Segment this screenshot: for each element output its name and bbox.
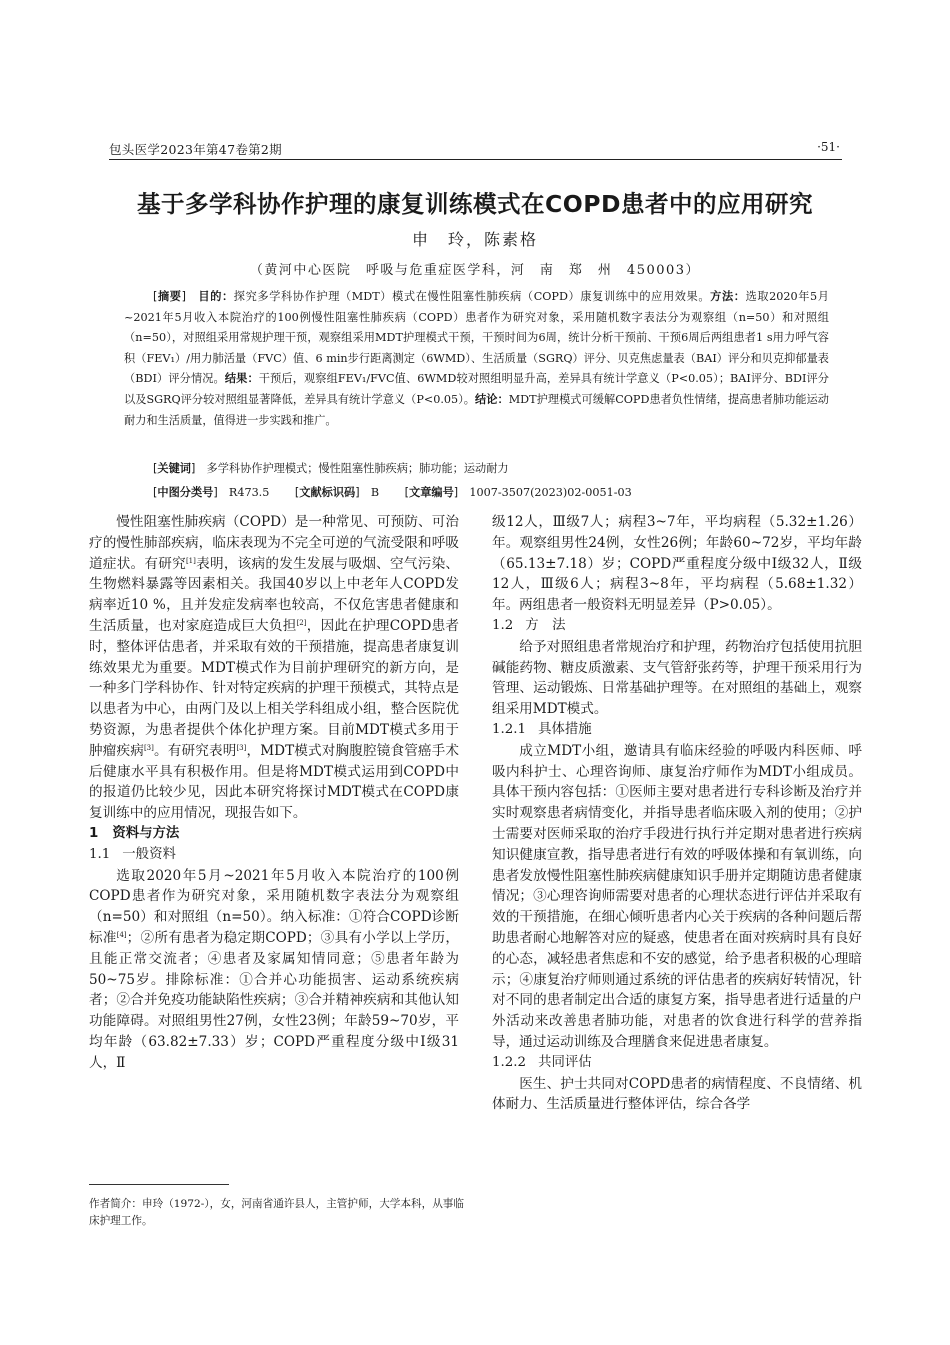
section-1-2-2-heading: 1.2.2 共同评估	[492, 1054, 592, 1070]
ref-3b: [3]	[236, 743, 247, 752]
keywords-tag: [关键词]	[153, 462, 196, 475]
clc-value: R473.5	[228, 486, 270, 499]
left-column	[89, 512, 459, 1074]
page-number: ·51·	[817, 140, 840, 154]
author-footnote: 作者简介：申玲（1972-），女，河南省通许县人，主管护师，大学本科，从事临床护理工作。	[89, 1198, 464, 1227]
section-1-1-heading: 1.1 一般资料	[89, 846, 176, 862]
conclusion-text: MDT护理模式可缓解COPD患者负性情绪，提高患者肺功能运动耐力和生活质量，值得进一步实践和推广。	[124, 392, 829, 427]
section-1-2-1-heading: 1.2.1 具体措施	[492, 721, 592, 737]
objective-text: 探究多学科协作护理（MDT）模式在慢性阻塞性肺疾病（COPD）康复训练中的应用效果。	[233, 290, 711, 303]
method-label: 方法：	[710, 290, 746, 303]
general-data-paragraph: 选取2020年5月~2021年5月收入本院治疗的100例COPD患者作为研究对象，采用随机数字表法分为观察组（n=50）和对照组（n=50）。纳入标准：①符合COPD诊断标准[4]；②所有患者为稳定期COPD；③具有小学以上学历，且能正常交流者；④患者及家属知情同意；⑤患者年龄为50~75岁。排除标准：①合并心功能损害、运动系统疾病者；②合并免疫功能缺陷性疾病；③合并精神疾病和其他认知功能障碍。对照组男性27例，女性23例；年龄59~70岁，平均年龄（63.82±7.33）岁；COPD严重程度分级中Ⅰ级31人，Ⅱ	[89, 867, 459, 1071]
general-data-continued: 级12人，Ⅲ级7人；病程3~7年，平均病程（5.32±1.26）年。观察组男性24例，女性26例；年龄60~72岁，平均年龄（65.13±7.18）岁；COPD严重程度分级中Ⅰ级32人，Ⅱ级12人，Ⅲ级6人；病程3~8年，平均病程（5.68±1.32）年。两组患者一般资料无明显差异（P>0.05）。	[492, 514, 862, 614]
ref-2: [2]	[296, 618, 307, 627]
ref-1: [1]	[185, 556, 196, 565]
ref-3: [3]	[143, 743, 154, 752]
journal-header: 包头医学2023年第47卷第2期	[109, 142, 282, 157]
abstract	[124, 287, 829, 431]
doc-code-value: B	[370, 486, 380, 499]
right-column	[492, 512, 862, 1115]
article-title: 基于多学科协作护理的康复训练模式在COPD患者中的应用研究	[137, 190, 813, 218]
doc-code-tag: [文献标识码]	[294, 486, 360, 499]
method-text: 选取2020年5月~2021年5月收入本院治疗的100例慢性阻塞性肺疾病（COPD）患者作为研究对象，采用随机数字表法分为观察组（n=50）和对照组（n=50），对照组采用常规护理干预，观察组采用MDT护理模式干预，干预时间为6周，统计分析干预前、干预6周后两组患者1 s用力呼气容积（FEV₁）/用力肺活量（FVC）值、6 min步行距离测定（6WMD）、生活质量（SGRQ）评分、贝克焦虑量表（BAI）评分和贝克抑郁量表（BDI）评分情况。	[124, 290, 829, 386]
result-text: 干预后，观察组FEV₁/FVC值、6WMD较对照组明显升高，差异具有统计学意义（P<0.05）；BAI评分、BDI评分以及SGRQ评分较对照组显著降低，差异具有统计学意义（P<0.05）。	[124, 372, 829, 406]
conclusion-label: 结论：	[475, 392, 509, 406]
article-no-value: 1007-3507(2023)02-0051-03	[469, 486, 632, 499]
header-rule	[109, 159, 842, 160]
abstract-tag: [摘要]	[153, 290, 186, 303]
clc-tag: [中图分类号]	[153, 486, 218, 499]
article-no-tag: [文章编号]	[404, 486, 459, 499]
keywords	[153, 460, 509, 476]
result-label: 结果：	[224, 372, 259, 386]
classification-line	[153, 484, 654, 500]
methods-paragraph: 给予对照组患者常规治疗和护理，药物治疗包括使用抗胆碱能药物、糖皮质激素、支气管舒张药等，护理干预采用行为管理、运动锻炼、日常基础护理等。在对照组的基础上，观察组采用MDT模式。	[492, 638, 862, 718]
intro-paragraph: 慢性阻塞性肺疾病（COPD）是一种常见、可预防、可治疗的慢性肺部疾病，临床表现为不完全可逆的气流受限和呼吸道症状。有研究[1]表明，该病的发生发展与吸烟、空气污染、生物燃料暴露等因素相关。我国40岁以上中老年人COPD发病率近10 %，且并发症发病率也较高，不仅危害患者健康和生活质量，也对家庭造成巨大负担[2]，因此在护理COPD患者时，整体评估患者，并采取有效的干预措施，提高患者康复训练效果尤为重要。MDT模式作为目前护理研究的新方向，是一种多门学科协作、针对特定疾病的护理干预模式，其特点是以患者为中心，由两门及以上相关学科组成小组，整合医院优势资源，为患者提供个体化护理方案。目前MDT模式多用于肿瘤疾病[3]。有研究表明[3]，MDT模式对胸腹腔镜食管癌手术后健康水平具有积极作用。但是将MDT模式运用到COPD中的报道仍比较少见，因此本研究将探讨MDT模式在COPD康复训练中的应用情况，现报告如下。	[89, 514, 460, 822]
authors: 申 玲，陈素格	[411, 230, 538, 249]
section-1-2-heading: 1.2 方 法	[492, 617, 566, 633]
footnote-rule	[89, 1184, 229, 1185]
assessment-paragraph: 医生、护士共同对COPD患者的病情程度、不良情绪、机体耐力、生活质量进行整体评估，综合各学	[492, 1075, 862, 1113]
affiliation: （黄河中心医院 呼吸与危重症医学科，河 南 郑 州 450003）	[249, 263, 701, 278]
measures-paragraph: 成立MDT小组，邀请具有临床经验的呼吸内科医师、呼吸内科护士、心理咨询师、康复治疗师作为MDT小组成员。具体干预内容包括：①医师主要对患者进行专科诊断及治疗并实时观察患者病情变化，并指导患者临床吸入剂的使用；②护士需要对医师采取的治疗手段进行执行并定期对患者进行疾病知识健康宣教，指导患者进行有效的呼吸体操和有氧训练，向患者发放慢性阻塞性肺疾病健康知识手册并定期随访患者健康情况；③心理咨询师需要对患者的心理状态进行评估并采取有效的干预措施，在细心倾听患者内心关于疾病的各种问题后帮助患者耐心地解答对应的疑惑，使患者在面对疾病时具有良好的心态，减轻患者焦虑和不安的感觉，给予患者积极的心理暗示；④康复治疗师则通过系统的评估患者的疾病好转情况，针对不同的患者制定出合适的康复方案，指导患者进行适量的户外活动来改善患者肺功能，对患者的饮食进行科学的营养指导，通过运动训练及合理膳食来促进患者康复。	[492, 742, 862, 1050]
section-1-heading: 1 资料与方法	[89, 825, 180, 841]
keywords-text: 多学科协作护理模式；慢性阻塞性肺疾病；肺功能；运动耐力	[206, 462, 509, 475]
ref-4: [4]	[116, 930, 127, 939]
objective-label: 目的：	[198, 290, 234, 303]
